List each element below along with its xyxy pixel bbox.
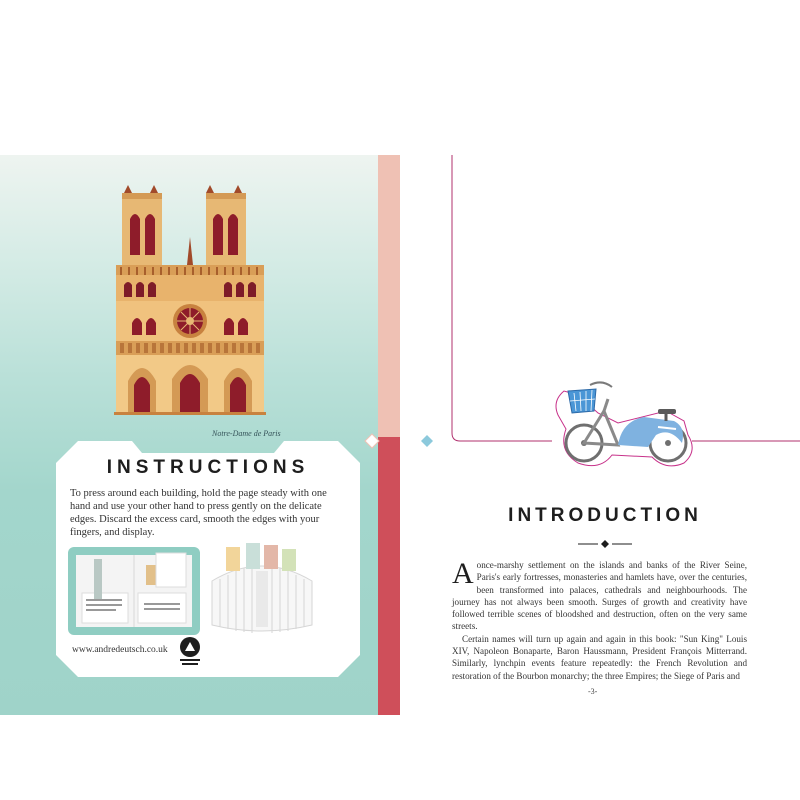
spine-red — [378, 437, 400, 715]
introduction-body — [452, 559, 747, 682]
spine-pink — [378, 155, 400, 437]
introduction-paragraph-1 — [452, 559, 747, 633]
introduction-title: INTRODUCTION — [508, 505, 702, 526]
bicycle-illustration — [548, 371, 698, 471]
instructions-text: To press around each building, hold the page steady with one hand and use your other hand to press gently on the delicate edges. Discard the excess card, smooth the edges with your fingers, and display. — [70, 488, 327, 538]
publisher-url[interactable]: www.andredeutsch.co.uk — [72, 645, 168, 655]
drop-cap: A — [452, 557, 474, 590]
book-sample-photo — [68, 547, 200, 635]
paragraph-1-text: once-marshy settlement on the islands and banks of the River Seine, Paris's early fortresses, monasteries and hamlets have, over the centuries, been transformed into palaces, cathedrals and neighbourhoods. The journey has not always been smooth. Surges of growth and creativity have followed terrible scenes of bloodshed and destruction, often on the very same streets. — [452, 560, 747, 632]
instructions-title: INSTRUCTIONS — [106, 457, 310, 478]
publisher-logo-icon — [178, 637, 202, 667]
notre-dame-illustration — [110, 185, 270, 415]
spine-diamond-icon — [364, 433, 380, 449]
right-page — [400, 155, 800, 715]
book-spread — [0, 155, 800, 715]
left-page — [0, 155, 378, 715]
introduction-paragraph-2: Certain names will turn up again and again in this book: "Sun King" Louis XIV, Napoleon Bonaparte, Baron Haussmann, President François Mitterrand. Similarly, lynchpin events feature repeatedly: the French Revolution and restoration of the Bourbon monarchy; the three Empires; the Siege of Paris and — [452, 633, 747, 681]
popup-sample-photo — [206, 541, 318, 637]
page-number: -3- — [588, 687, 598, 696]
title-divider — [578, 539, 632, 549]
illustration-caption: Notre-Dame de Paris — [212, 429, 281, 438]
instructions-card — [56, 441, 360, 677]
